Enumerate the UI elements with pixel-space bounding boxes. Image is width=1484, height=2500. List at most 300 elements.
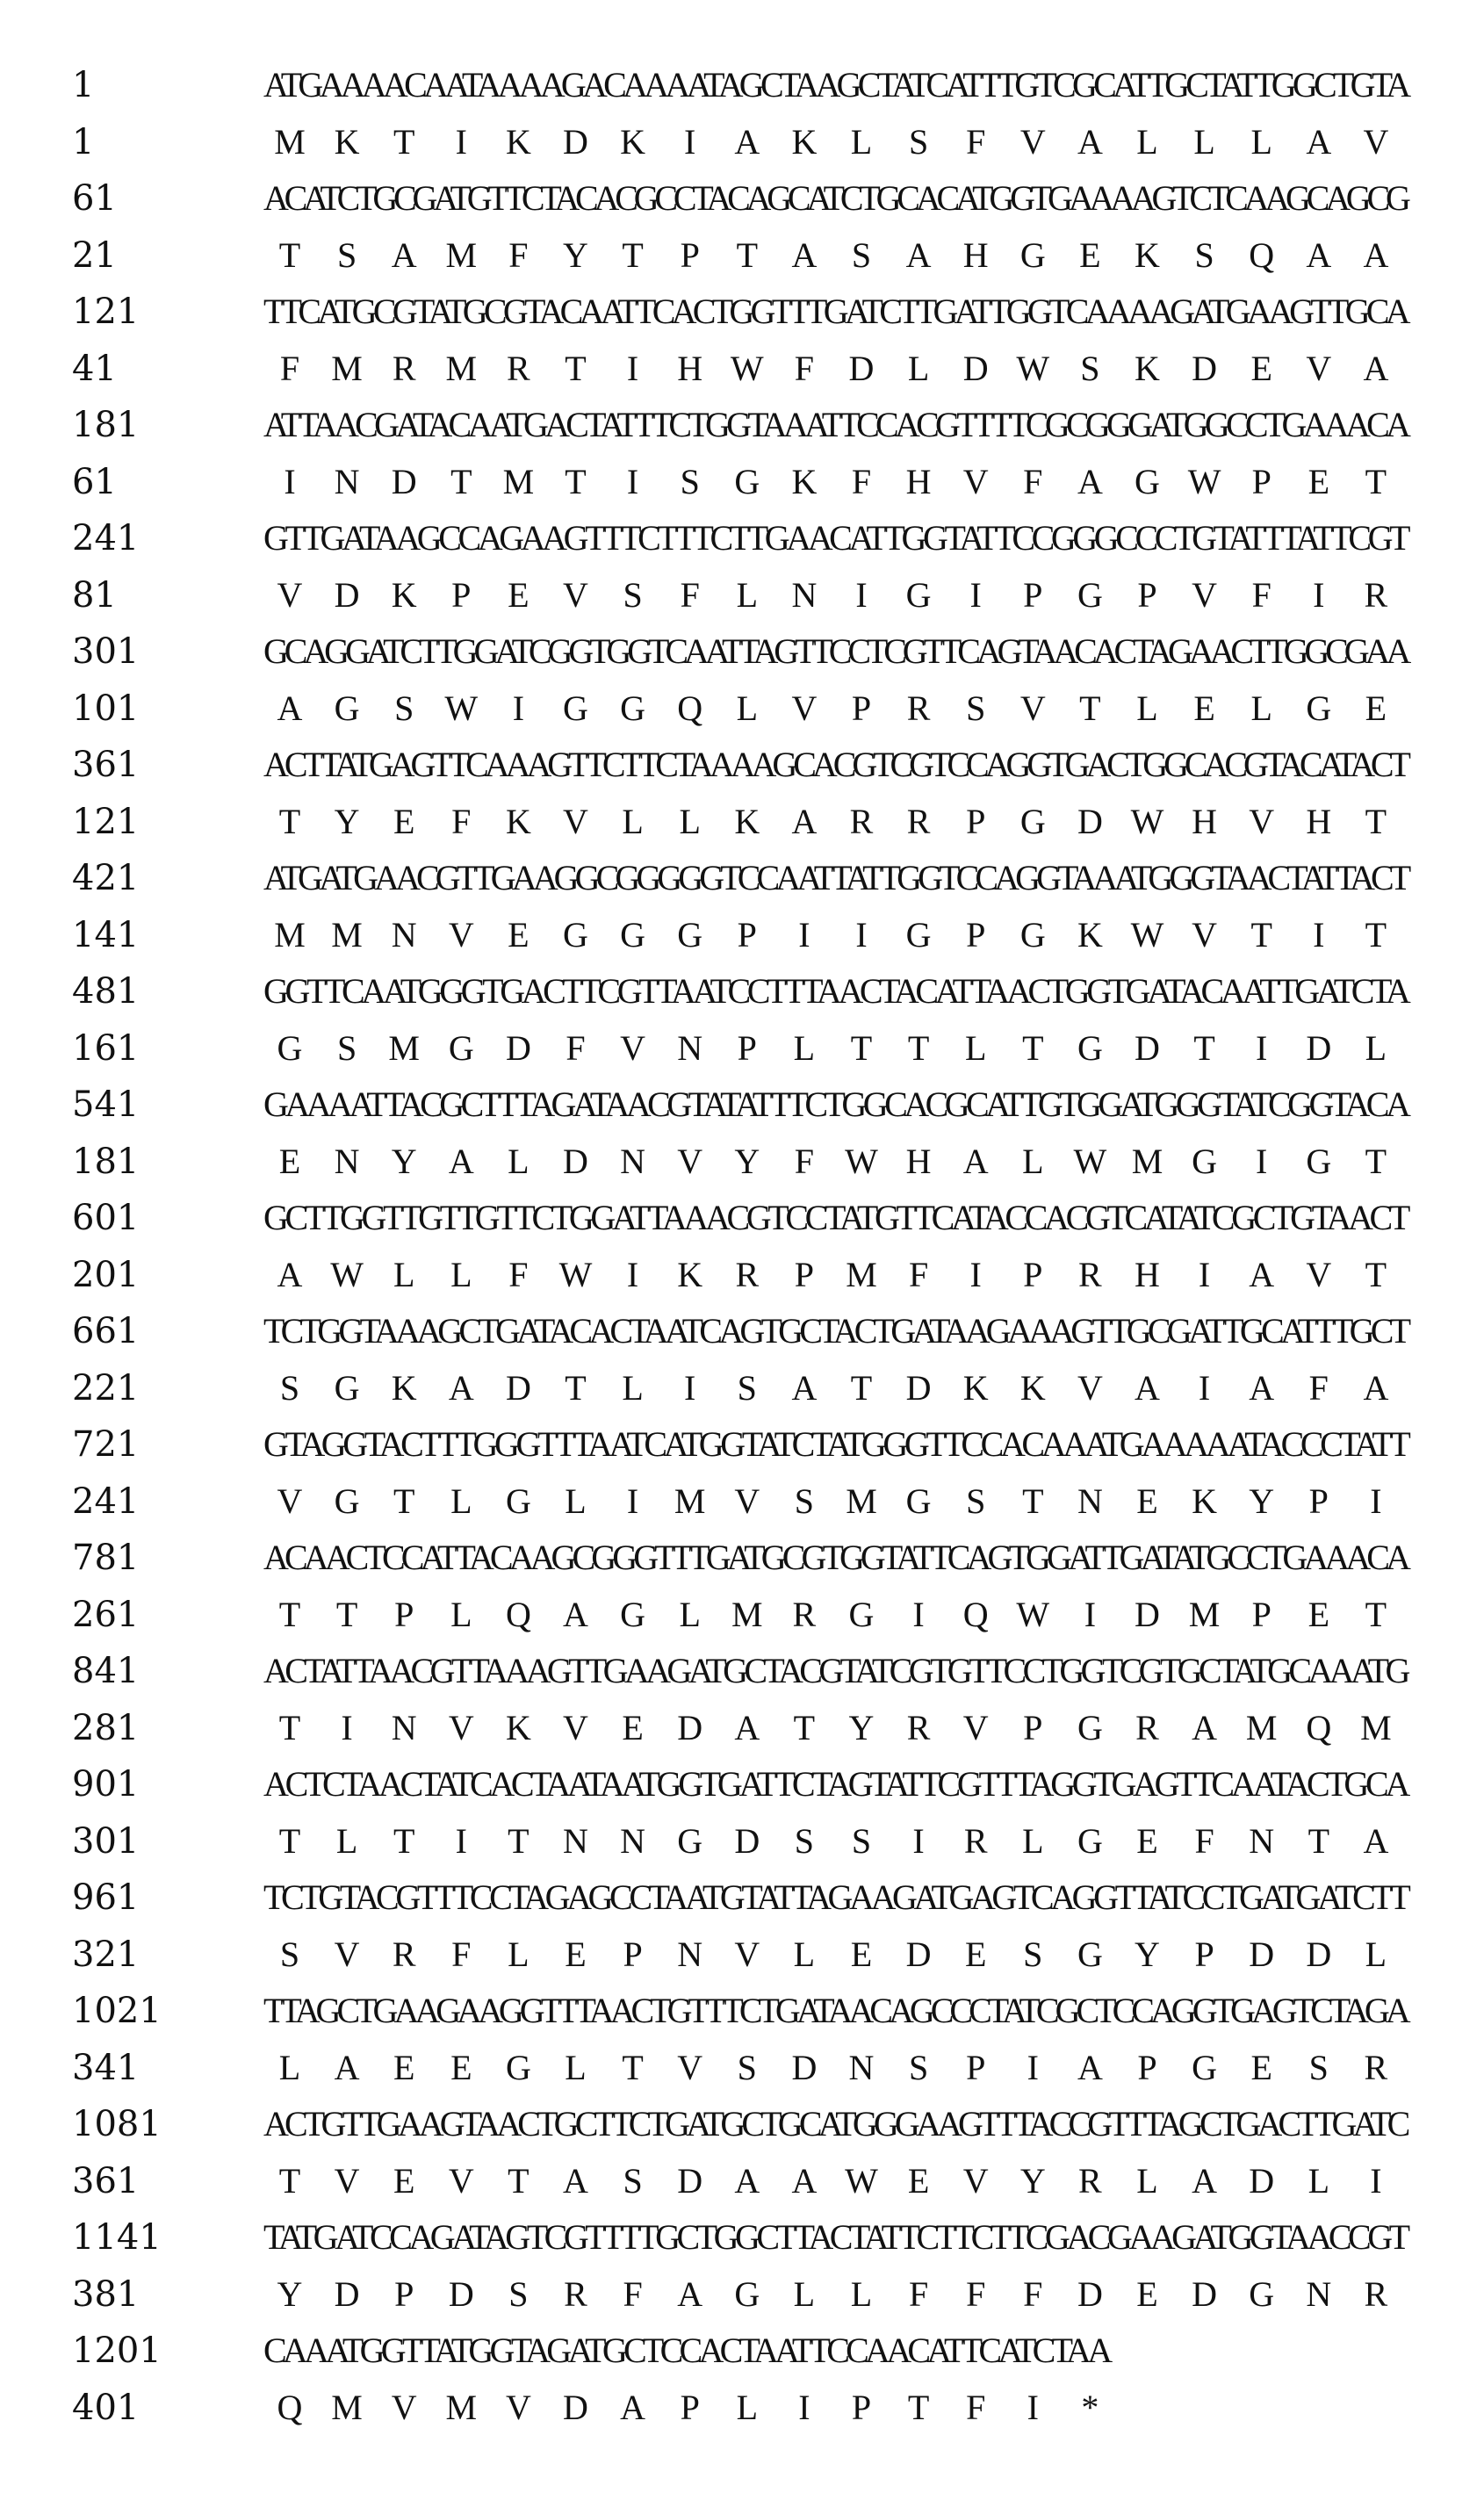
nucleotide-position: 1021: [72, 1991, 162, 2031]
amino-acid-residue: G: [505, 2047, 531, 2087]
amino-acid-residue: W: [730, 348, 764, 388]
amino-acid-row: [0, 569, 1484, 622]
amino-acid-row: [0, 1928, 1484, 1981]
amino-acid-residue: S: [851, 234, 872, 275]
amino-acid-residue: T: [1022, 1027, 1044, 1068]
amino-acid-residue: L: [1250, 688, 1272, 728]
amino-acid-row: [0, 682, 1484, 735]
amino-acid-position: 101: [72, 688, 140, 729]
amino-acid-residue: I: [1084, 1594, 1097, 1634]
amino-acid-position: 1: [72, 121, 95, 162]
amino-acid-residue: L: [1022, 1141, 1044, 1181]
amino-acid-residue: D: [448, 2273, 474, 2314]
amino-acid-residue: I: [1370, 1481, 1382, 1521]
amino-acid-residue: A: [1363, 348, 1389, 388]
amino-acid-residue: W: [444, 688, 479, 728]
amino-acid-residue: R: [392, 348, 416, 388]
amino-acid-residue: T: [335, 1594, 358, 1634]
amino-acid-residue: S: [1194, 234, 1214, 275]
amino-acid-residue: D: [1306, 1934, 1332, 1974]
amino-acid-residue: L: [1136, 688, 1158, 728]
amino-acid-residue: S: [737, 2047, 757, 2087]
amino-acid-residue: G: [620, 1594, 646, 1634]
amino-acid-position: 281: [72, 1707, 140, 1748]
amino-acid-residue: E: [450, 2047, 472, 2087]
amino-acid-residue: F: [794, 348, 815, 388]
amino-acid-residue: R: [1078, 2160, 1102, 2201]
nucleotide-sequence: ATGATGAACGTTGAAGGCGGGGGTCCAATTATTGGTCCAGGTAAATGGGTAACTATTACT: [263, 858, 1408, 897]
amino-acid-residue: I: [1370, 2160, 1382, 2201]
amino-acid-residue: N: [677, 1934, 703, 1974]
amino-acid-residue: E: [1079, 234, 1101, 275]
amino-acid-sequence: [263, 2381, 1407, 2434]
nucleotide-row: [0, 1078, 1484, 1131]
amino-acid-residue: D: [677, 2160, 703, 2201]
amino-acid-residue: A: [734, 1707, 760, 1747]
nucleotide-sequence: GAAAATTACGCTTTAGATAACGTATATTTCTGGCACGCATTGTGGATGGGTATCGGTACA: [263, 1084, 1408, 1124]
amino-acid-residue: K: [1135, 348, 1160, 388]
amino-acid-residue: W: [330, 1254, 364, 1294]
amino-acid-residue: M: [274, 914, 306, 955]
amino-acid-residue: E: [1365, 688, 1387, 728]
amino-acid-residue: W: [845, 1141, 878, 1181]
nucleotide-position: 241: [72, 518, 140, 558]
amino-acid-residue: I: [684, 121, 696, 162]
amino-acid-residue: P: [680, 234, 700, 275]
amino-acid-residue: K: [1192, 1481, 1218, 1521]
amino-acid-residue: V: [791, 688, 818, 728]
amino-acid-residue: L: [1365, 1027, 1387, 1068]
amino-acid-sequence: [263, 456, 1407, 508]
amino-acid-residue: A: [1363, 1820, 1389, 1861]
amino-acid-residue: P: [737, 1027, 757, 1068]
nucleotide-sequence: TTCATGCGTATGCGTACAATTCACTGGTTTGATCTTGATTGGTCAAAAGATGAAGTTGCA: [263, 292, 1407, 331]
amino-acid-residue: G: [677, 914, 703, 955]
amino-acid-residue: A: [791, 1367, 818, 1408]
amino-acid-residue: K: [334, 121, 360, 162]
amino-acid-residue: A: [1077, 2047, 1103, 2087]
amino-acid-residue: A: [1249, 1254, 1275, 1294]
amino-acid-residue: Q: [962, 1594, 989, 1634]
nucleotide-sequence: ATTAACGATACAATGACTATTTCTGGTAAATTCCACGTTTTCGCGGGATGGCCTGAAACA: [263, 405, 1408, 444]
amino-acid-residue: G: [905, 574, 932, 615]
nucleotide-row: [0, 625, 1484, 678]
amino-acid-residue: V: [962, 2160, 989, 2201]
amino-acid-residue: A: [1306, 121, 1332, 162]
amino-acid-residue: E: [1136, 2273, 1158, 2314]
amino-acid-residue: H: [905, 461, 932, 501]
amino-acid-row: [0, 1362, 1484, 1415]
amino-acid-residue: M: [274, 121, 306, 162]
amino-acid-residue: V: [277, 574, 303, 615]
amino-acid-residue: T: [793, 1707, 816, 1747]
amino-acid-residue: Y: [391, 1141, 417, 1181]
nucleotide-sequence: ACTCTAACTATCACTAATAATGGTGATTCTAGTATTCGTTTAGGTGAGTTCAATACTGCA: [263, 1764, 1407, 1804]
amino-acid-residue: F: [566, 1027, 586, 1068]
nucleotide-position: 1141: [72, 2217, 162, 2258]
amino-acid-residue: G: [734, 461, 760, 501]
amino-acid-residue: I: [969, 574, 982, 615]
amino-acid-residue: V: [1249, 801, 1275, 841]
amino-acid-residue: V: [734, 1481, 760, 1521]
amino-acid-residue: I: [855, 914, 868, 955]
amino-acid-row: [0, 1022, 1484, 1075]
amino-acid-residue: M: [445, 348, 478, 388]
amino-acid-residue: L: [736, 2387, 759, 2427]
amino-acid-residue: Y: [563, 234, 588, 275]
amino-acid-row: [0, 2268, 1484, 2321]
amino-acid-residue: V: [563, 574, 588, 615]
amino-acid-residue: G: [620, 688, 646, 728]
amino-acid-residue: P: [737, 914, 757, 955]
nucleotide-sequence: GCTTGGTTGTTGTTCTGGATTAAACGTCCTATGTTCATACCACGTCATATCGCTGTAACT: [263, 1198, 1407, 1237]
amino-acid-residue: L: [450, 1481, 472, 1521]
nucleotide-position: 121: [72, 292, 140, 332]
amino-acid-residue: E: [1308, 1594, 1330, 1634]
amino-acid-residue: M: [846, 1481, 877, 1521]
amino-acid-residue: S: [794, 1820, 815, 1861]
nucleotide-position: 421: [72, 858, 140, 898]
amino-acid-residue: P: [623, 1934, 643, 1974]
amino-acid-residue: I: [1027, 2047, 1039, 2087]
nucleotide-position: 961: [72, 1877, 140, 1918]
amino-acid-residue: E: [508, 914, 529, 955]
nucleotide-position: 661: [72, 1311, 140, 1351]
amino-acid-residue: A: [791, 801, 818, 841]
amino-acid-residue: V: [1019, 121, 1046, 162]
nucleotide-row: [0, 285, 1484, 338]
amino-acid-residue: G: [277, 1027, 303, 1068]
amino-acid-residue: R: [1364, 2047, 1388, 2087]
amino-acid-residue: A: [791, 234, 818, 275]
amino-acid-residue: R: [792, 1594, 817, 1634]
amino-acid-residue: D: [1192, 2273, 1218, 2314]
amino-acid-residue: R: [1364, 2273, 1388, 2314]
nucleotide-position: 541: [72, 1084, 140, 1125]
amino-acid-residue: V: [563, 801, 588, 841]
amino-acid-residue: E: [907, 2160, 930, 2201]
amino-acid-residue: T: [450, 461, 472, 501]
amino-acid-residue: L: [565, 2047, 587, 2087]
amino-acid-residue: F: [966, 121, 986, 162]
amino-acid-residue: Y: [1249, 1481, 1275, 1521]
amino-acid-residue: Y: [1019, 2160, 1046, 2201]
amino-acid-residue: I: [626, 1254, 639, 1294]
amino-acid-residue: N: [1306, 2273, 1332, 2314]
amino-acid-residue: P: [966, 2047, 986, 2087]
amino-acid-residue: F: [623, 2273, 643, 2314]
amino-acid-residue: H: [1192, 801, 1218, 841]
amino-acid-row: [0, 1815, 1484, 1868]
amino-acid-residue: E: [393, 2047, 415, 2087]
amino-acid-residue: W: [558, 1254, 593, 1294]
amino-acid-residue: I: [912, 1594, 925, 1634]
amino-acid-residue: N: [391, 1707, 417, 1747]
amino-acid-residue: I: [912, 1820, 925, 1861]
amino-acid-residue: H: [962, 234, 989, 275]
amino-acid-residue: L: [1022, 1820, 1044, 1861]
nucleotide-row: [0, 1871, 1484, 1924]
amino-acid-residue: S: [394, 688, 414, 728]
nucleotide-row: [0, 2211, 1484, 2264]
amino-acid-residue: D: [791, 2047, 818, 2087]
nucleotide-position: 901: [72, 1764, 140, 1805]
nucleotide-row: [0, 965, 1484, 1018]
amino-acid-residue: G: [1077, 1820, 1103, 1861]
amino-acid-position: 401: [72, 2387, 140, 2428]
amino-acid-residue: V: [734, 1934, 760, 1974]
amino-acid-sequence: [263, 1362, 1407, 1415]
amino-acid-residue: I: [855, 574, 868, 615]
amino-acid-residue: A: [1077, 461, 1103, 501]
amino-acid-residue: V: [1363, 121, 1389, 162]
amino-acid-residue: M: [331, 348, 363, 388]
amino-acid-position: 81: [72, 574, 117, 616]
amino-acid-residue: G: [620, 914, 646, 955]
amino-acid-residue: D: [1249, 2160, 1275, 2201]
amino-acid-residue: I: [1313, 574, 1325, 615]
amino-acid-residue: I: [798, 2387, 810, 2427]
amino-acid-residue: L: [1308, 2160, 1330, 2201]
amino-acid-residue: I: [455, 1820, 467, 1861]
amino-acid-residue: I: [626, 348, 639, 388]
amino-acid-residue: G: [1135, 461, 1160, 501]
amino-acid-residue: I: [455, 121, 467, 162]
amino-acid-residue: F: [908, 1254, 929, 1294]
amino-acid-residue: L: [850, 2273, 873, 2314]
amino-acid-residue: M: [846, 1254, 877, 1294]
amino-acid-residue: A: [1192, 1707, 1218, 1747]
amino-acid-position: 161: [72, 1027, 140, 1069]
amino-acid-sequence: [263, 2042, 1407, 2094]
amino-acid-residue: M: [502, 461, 535, 501]
amino-acid-position: 261: [72, 1594, 140, 1635]
amino-acid-residue: G: [1019, 801, 1046, 841]
amino-acid-residue: I: [684, 1367, 696, 1408]
amino-acid-residue: E: [622, 1707, 644, 1747]
nucleotide-position: 601: [72, 1198, 140, 1238]
nucleotide-row: [0, 1418, 1484, 1471]
amino-acid-residue: E: [278, 1141, 301, 1181]
amino-acid-residue: Q: [677, 688, 703, 728]
nucleotide-row: [0, 1305, 1484, 1358]
amino-acid-residue: D: [563, 1141, 588, 1181]
amino-acid-residue: P: [1194, 1934, 1214, 1974]
amino-acid-residue: L: [907, 348, 930, 388]
nucleotide-sequence: CAAATGGTTATGGTAGATGCTCCACTAATTCCAACATTCATCTAA: [263, 2331, 1109, 2370]
amino-acid-residue: P: [1308, 1481, 1329, 1521]
amino-acid-residue: G: [848, 1594, 875, 1634]
amino-acid-residue: A: [734, 2160, 760, 2201]
amino-acid-residue: P: [794, 1254, 815, 1294]
amino-acid-residue: K: [962, 1367, 989, 1408]
amino-acid-residue: R: [1078, 1254, 1102, 1294]
amino-acid-residue: K: [391, 1367, 417, 1408]
amino-acid-residue: T: [1365, 1141, 1387, 1181]
amino-acid-residue: A: [1077, 121, 1103, 162]
amino-acid-residue: H: [905, 1141, 932, 1181]
amino-acid-residue: V: [334, 2160, 360, 2201]
nucleotide-row: [0, 512, 1484, 565]
nucleotide-position: 1201: [72, 2331, 162, 2371]
amino-acid-residue: M: [1188, 1594, 1221, 1634]
amino-acid-residue: L: [335, 1820, 358, 1861]
amino-acid-residue: K: [391, 574, 417, 615]
amino-acid-residue: F: [851, 461, 872, 501]
amino-acid-residue: T: [907, 2387, 930, 2427]
amino-acid-residue: G: [334, 1367, 360, 1408]
amino-acid-residue: E: [1250, 2047, 1272, 2087]
nucleotide-sequence: ACATCTGCGATGTTCTACACGCCTACAGCATCTGCACATGGTGAAAAGTCTCAAGCAGCG: [263, 178, 1407, 218]
amino-acid-residue: A: [791, 2160, 818, 2201]
amino-acid-residue: F: [279, 348, 300, 388]
nucleotide-sequence: ACTTATGAGTTCAAAGTTCTTCTAAAAGCACGTCGTCCAGGTGACTGGCACGTACATACT: [263, 745, 1407, 784]
nucleotide-sequence: ACAACTCCATTACAAGCGGGTTTGATGCGTGGTATTCAGTGGATTGATATGCCTGAAACA: [263, 1538, 1408, 1577]
amino-acid-residue: I: [626, 461, 639, 501]
amino-acid-residue: D: [334, 2273, 360, 2314]
amino-acid-residue: T: [1250, 914, 1272, 955]
amino-acid-residue: F: [680, 574, 700, 615]
amino-acid-residue: L: [1250, 121, 1272, 162]
amino-acid-residue: S: [508, 2273, 529, 2314]
amino-acid-sequence: [263, 569, 1407, 622]
amino-acid-residue: P: [1251, 1594, 1271, 1634]
amino-acid-residue: S: [336, 1027, 357, 1068]
amino-acid-residue: A: [563, 2160, 588, 2201]
amino-acid-residue: M: [388, 1027, 420, 1068]
amino-acid-residue: E: [393, 801, 415, 841]
amino-acid-position: 321: [72, 1934, 140, 1975]
amino-acid-residue: L: [793, 1934, 816, 1974]
amino-acid-residue: D: [505, 1027, 531, 1068]
amino-acid-residue: R: [564, 2273, 587, 2314]
amino-acid-residue: A: [1135, 1367, 1160, 1408]
amino-acid-row: [0, 1135, 1484, 1188]
amino-acid-position: 341: [72, 2047, 140, 2088]
amino-acid-sequence: [263, 1022, 1407, 1075]
amino-acid-residue: D: [1249, 1934, 1275, 1974]
amino-acid-residue: F: [1023, 2273, 1043, 2314]
amino-acid-residue: V: [962, 1707, 989, 1747]
amino-acid-residue: V: [1019, 688, 1046, 728]
amino-acid-residue: K: [1135, 234, 1160, 275]
nucleotide-sequence: TTAGCTGAAGAAGGTTTAACTGTTTCTGATAACAGCCCTATCGCTCCAGGTGAGTCTAGA: [263, 1991, 1407, 2030]
amino-acid-residue: L: [793, 1027, 816, 1068]
amino-acid-position: 301: [72, 1820, 140, 1862]
amino-acid-residue: M: [331, 914, 363, 955]
amino-acid-residue: V: [563, 1707, 588, 1747]
amino-acid-residue: N: [334, 1141, 360, 1181]
amino-acid-residue: G: [505, 1481, 531, 1521]
amino-acid-residue: T: [278, 801, 301, 841]
amino-acid-residue: P: [1023, 1707, 1043, 1747]
amino-acid-residue: E: [1193, 688, 1215, 728]
amino-acid-residue: S: [623, 574, 643, 615]
amino-acid-residue: V: [1077, 1367, 1103, 1408]
amino-acid-residue: D: [1077, 801, 1103, 841]
amino-acid-residue: F: [508, 234, 529, 275]
amino-acid-residue: V: [277, 1481, 303, 1521]
amino-acid-sequence: [263, 1702, 1407, 1754]
amino-acid-residue: L: [622, 1367, 644, 1408]
amino-acid-residue: G: [563, 688, 588, 728]
amino-acid-residue: F: [451, 1934, 472, 1974]
amino-acid-residue: W: [1073, 1141, 1107, 1181]
amino-acid-residue: R: [849, 801, 874, 841]
amino-acid-residue: T: [565, 348, 587, 388]
amino-acid-residue: E: [850, 1934, 873, 1974]
amino-acid-residue: E: [393, 2160, 415, 2201]
amino-acid-residue: L: [736, 574, 759, 615]
nucleotide-row: [0, 172, 1484, 225]
amino-acid-residue: L: [1193, 121, 1215, 162]
amino-acid-residue: K: [1019, 1367, 1046, 1408]
amino-acid-residue: L: [964, 1027, 987, 1068]
nucleotide-sequence: GTAGGTACTTTGGGTTTAATCATGGTATCTATGGGTTCCACAAATGAAAAATACCCTATT: [263, 1424, 1408, 1464]
nucleotide-position: 841: [72, 1651, 140, 1691]
nucleotide-row: [0, 1985, 1484, 2037]
amino-acid-residue: I: [798, 914, 810, 955]
amino-acid-residue: S: [851, 1820, 872, 1861]
amino-acid-residue: G: [563, 914, 588, 955]
amino-acid-residue: Y: [277, 2273, 303, 2314]
amino-acid-residue: R: [1364, 574, 1388, 615]
amino-acid-residue: A: [734, 121, 760, 162]
amino-acid-residue: S: [908, 121, 929, 162]
amino-acid-residue: F: [1023, 461, 1043, 501]
amino-acid-sequence: [263, 2155, 1407, 2208]
amino-acid-residue: M: [445, 234, 478, 275]
amino-acid-residue: L: [450, 1594, 472, 1634]
amino-acid-row: [0, 456, 1484, 508]
amino-acid-residue: I: [1256, 1141, 1268, 1181]
amino-acid-residue: A: [1363, 234, 1389, 275]
amino-acid-residue: K: [791, 461, 818, 501]
amino-acid-residue: S: [1023, 1934, 1043, 1974]
amino-acid-residue: E: [1136, 1481, 1158, 1521]
nucleotide-position: 181: [72, 405, 140, 445]
amino-acid-residue: Y: [848, 1707, 875, 1747]
amino-acid-row: [0, 2155, 1484, 2208]
amino-acid-row: [0, 1249, 1484, 1301]
amino-acid-row: [0, 229, 1484, 282]
amino-acid-residue: H: [1135, 1254, 1160, 1294]
nucleotide-sequence: GGTTCAATGGGTGACTTCGTTAATCCTTTAACTACATTAACTGGTGATACAATTGATCTA: [263, 971, 1408, 1011]
amino-acid-residue: F: [966, 2387, 986, 2427]
amino-acid-residue: W: [845, 2160, 878, 2201]
amino-acid-residue: H: [1306, 801, 1332, 841]
amino-acid-residue: G: [1077, 1707, 1103, 1747]
amino-acid-residue: L: [736, 688, 759, 728]
nucleotide-row: [0, 59, 1484, 112]
amino-acid-position: 121: [72, 801, 140, 842]
amino-acid-row: [0, 342, 1484, 395]
amino-acid-residue: V: [677, 1141, 703, 1181]
amino-acid-residue: D: [677, 1707, 703, 1747]
amino-acid-residue: T: [1365, 1254, 1387, 1294]
amino-acid-residue: T: [1022, 1481, 1044, 1521]
amino-acid-sequence: [263, 682, 1407, 735]
amino-acid-residue: S: [1080, 348, 1100, 388]
amino-acid-residue: T: [622, 2047, 644, 2087]
amino-acid-residue: M: [445, 2387, 478, 2427]
amino-acid-residue: V: [505, 2387, 531, 2427]
amino-acid-residue: T: [278, 1820, 301, 1861]
amino-acid-residue: R: [392, 1934, 416, 1974]
amino-acid-residue: S: [966, 688, 986, 728]
amino-acid-residue: T: [278, 2160, 301, 2201]
amino-acid-residue: P: [966, 914, 986, 955]
